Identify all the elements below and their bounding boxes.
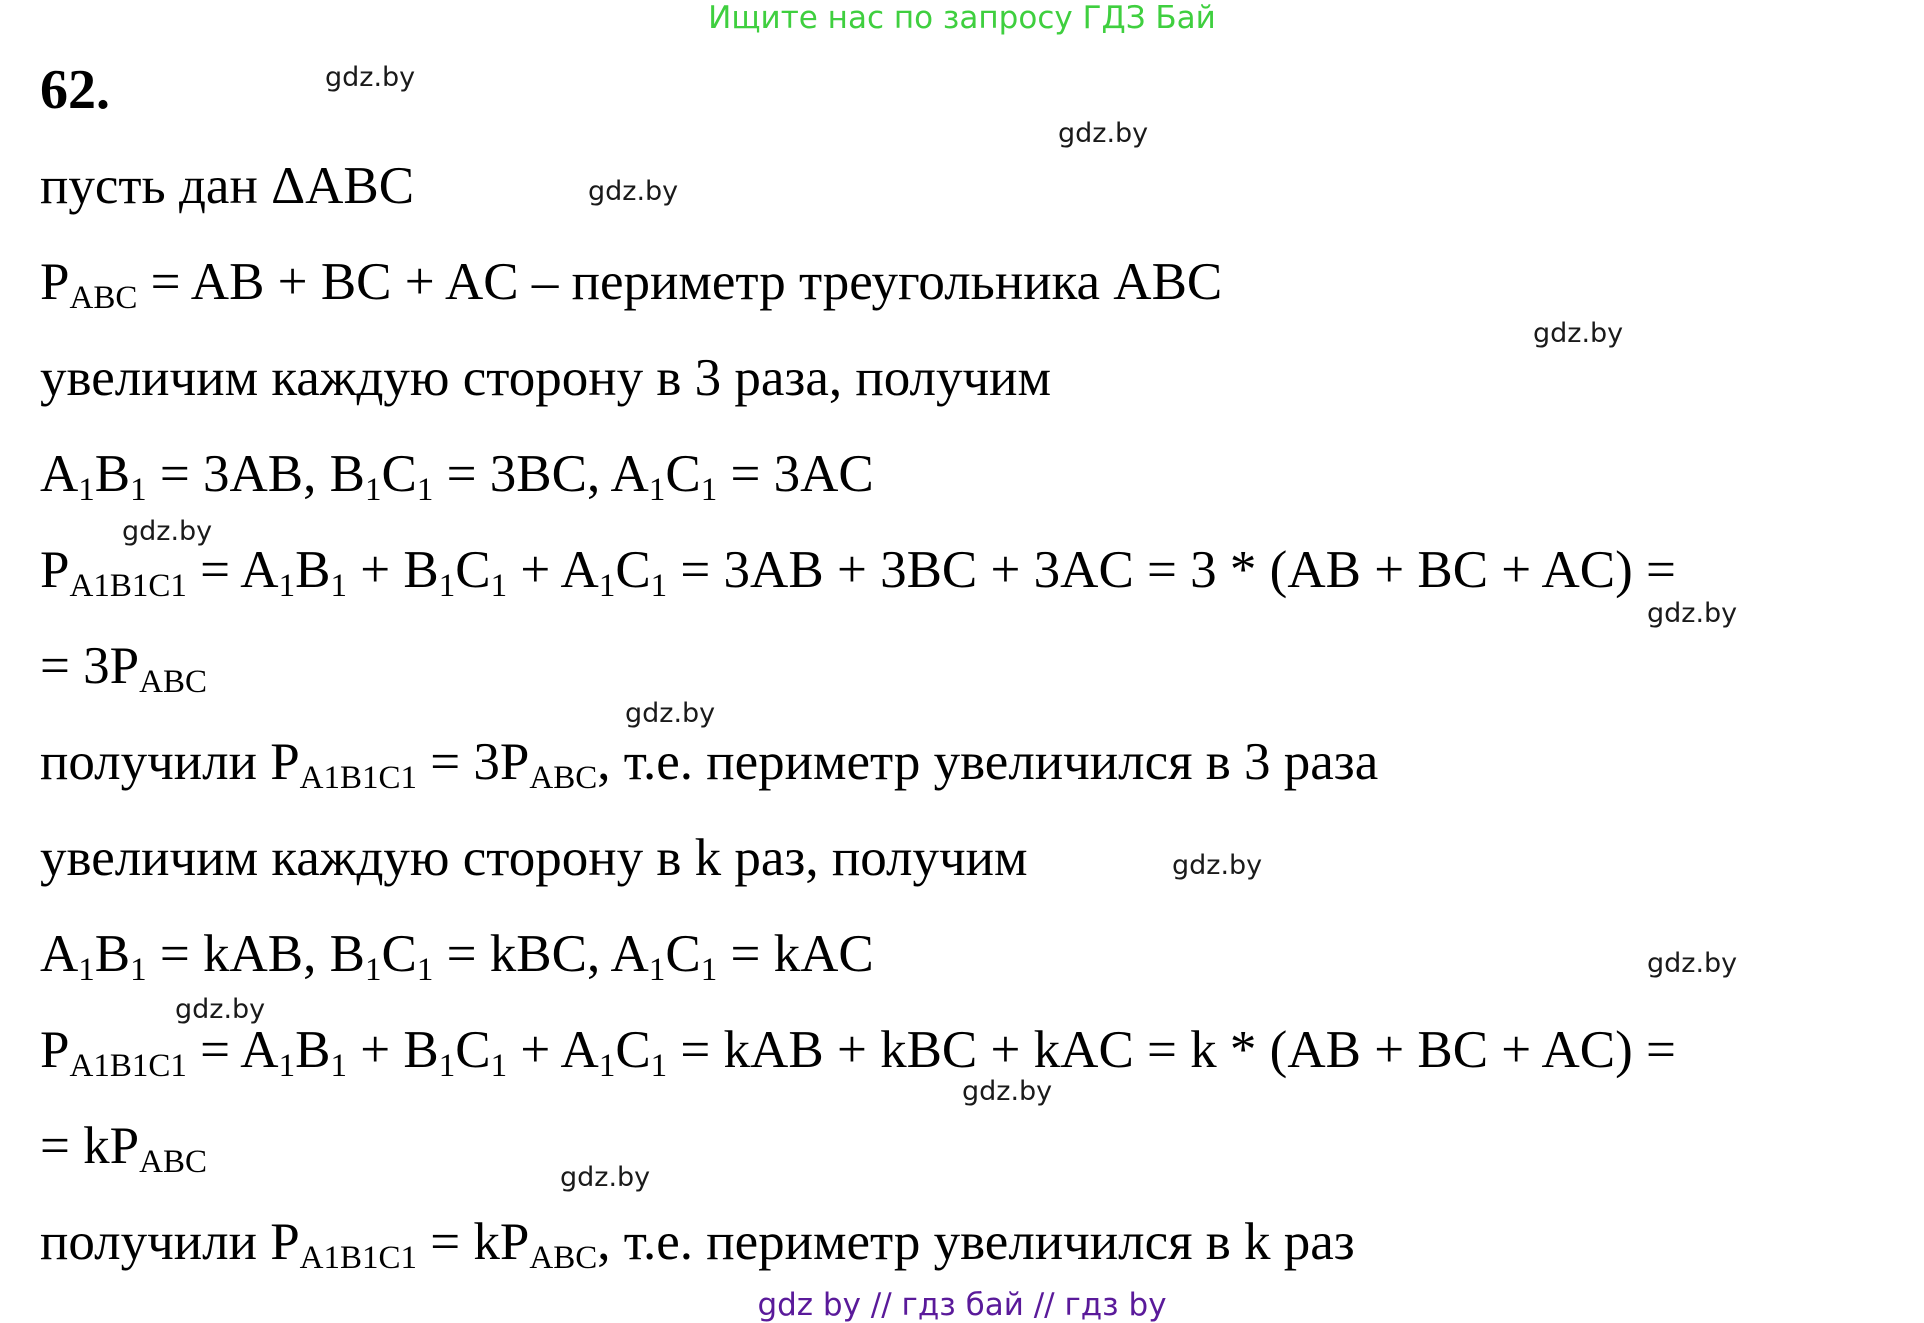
solution-line-9: $A_1B_1$ = kAB, $B_1C_1$ = kBC, $A_1C_1$ = kAC <box>40 925 874 989</box>
watermark: gdz.by <box>588 176 679 207</box>
watermark: gdz.by <box>1172 850 1263 881</box>
solution-line-8: увеличим каждую сторону в k раз, получим <box>40 829 1028 887</box>
watermark: gdz.by <box>325 62 416 93</box>
watermark: gdz.by <box>1647 598 1738 629</box>
watermark: gdz.by <box>122 516 213 547</box>
solution-line-2: $P_{ABC}$ = AB + BC + AC – периметр треугольника ABC <box>40 253 1223 317</box>
top-banner: Ищите нас по запросу ГДЗ Бай <box>708 0 1216 36</box>
watermark: gdz.by <box>560 1162 651 1193</box>
solution-line-1: пусть дан ΔABC <box>40 157 415 215</box>
solution-line-7: получили $P_{A1B1C1} = 3P_{ABC}$, т.е. периметр увеличился в 3 раза <box>40 733 1379 797</box>
watermark: gdz.by <box>1533 318 1624 349</box>
solution-line-12: получили $P_{A1B1C1} = kP_{ABC}$, т.е. периметр увеличился в k раз <box>40 1213 1355 1277</box>
solution-line-11: = $kP_{ABC}$ <box>40 1117 207 1181</box>
solution-line-4: $A_1B_1 = 3AB$, $B_1C_1 = 3BC$, $A_1C_1 = 3AC$ <box>40 445 874 509</box>
solution-line-5: $P_{A1B1C1} = A_1B_1 + B_1C_1 + A_1C_1 = 3AB + 3BC + 3AC = 3 * (AB$ + BC + AC) = <box>40 541 1676 605</box>
solution-line-6: = $3P_{ABC}$ <box>40 637 207 701</box>
watermark: gdz.by <box>962 1076 1053 1107</box>
watermark: gdz.by <box>175 994 266 1025</box>
solution-line-10: $P_{A1B1C1} = A_1B_1 + B_1C_1 + A_1C_1$ = kAB + kBC + kAC = k * (AB + BC + AC) = <box>40 1021 1676 1085</box>
footer-links: gdz by // гдз бай // гдз by <box>757 1287 1167 1323</box>
watermark: gdz.by <box>1647 948 1738 979</box>
watermark: gdz.by <box>625 698 716 729</box>
problem-number: 62. <box>40 59 110 121</box>
watermark: gdz.by <box>1058 118 1149 149</box>
solution-line-3: увеличим каждую сторону в 3 раза, получим <box>40 349 1052 407</box>
